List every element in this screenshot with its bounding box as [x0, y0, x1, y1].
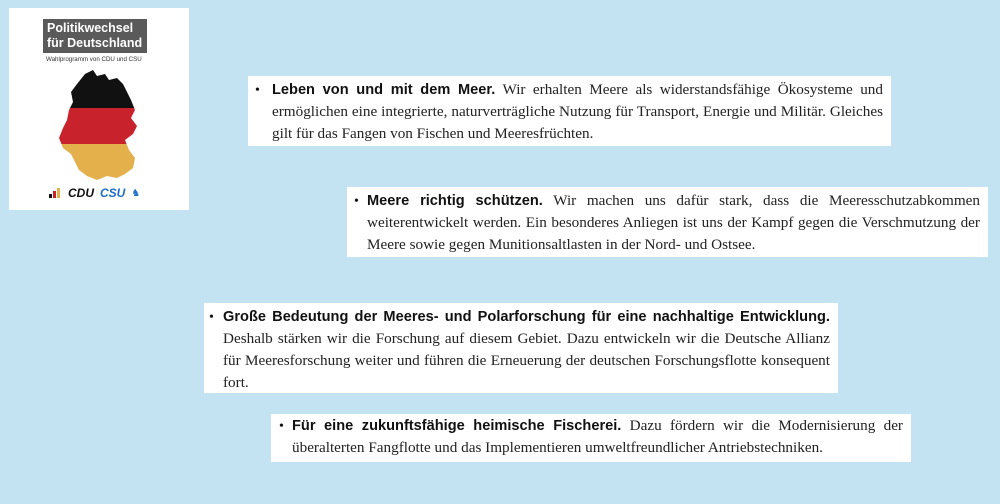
party-logos [49, 186, 140, 200]
bullet-box-fischerei [271, 414, 911, 462]
bullet-body: Dazu fördern wir die Modernisierung der überalterten Fangflotte und das Implementieren umweltfreundlicher Antriebstechniken. [292, 417, 903, 456]
bullet-box-forschung [204, 303, 838, 393]
germany-map-icon [57, 70, 143, 182]
bullet-heading: Für eine zukunftsfähige heimische Fischerei. [292, 418, 622, 434]
bullet-heading: Leben von und mit dem Meer. [272, 82, 496, 98]
bullet-heading: Meere richtig schützen. [367, 193, 543, 209]
bullet-text [367, 190, 980, 256]
logo-title [43, 19, 147, 53]
csu-lion-icon: ♞ [131, 187, 141, 199]
cdu-label: CDU [68, 186, 94, 200]
logo-title-line2: für Deutschland [47, 36, 143, 50]
csu-label: CSU [100, 186, 126, 200]
cdu-mark-icon [49, 188, 60, 198]
bullet-text [223, 306, 830, 394]
bullet-body: Deshalb stärken wir die Forschung auf diesem Gebiet. Dazu entwickeln wir die Deutsche Allianz für Meeresforschung weiter und führen die Erneuerung der deutschen Forschungsflotte konsequent fort. [223, 330, 830, 391]
bullet-box-meeresschutz [347, 187, 988, 257]
logo-title-line1: Politikwechsel [47, 21, 134, 35]
bullet-icon: • [279, 419, 284, 434]
party-logo [9, 8, 189, 210]
bullet-body: Wir erhalten Meere als widerstandsfähige Ökosysteme und ermöglichen eine integrierte, naturverträgliche Nutzung für Transport, Energie und Militär. Gleiches gilt für das Fangen von Fischen und Meeresfrüchten. [272, 81, 883, 142]
bullet-heading: Große Bedeutung der Meeres- und Polarforschung für eine nachhaltige Entwicklung. [223, 309, 830, 325]
bullet-icon: • [209, 310, 214, 325]
bullet-icon: • [255, 83, 260, 98]
bullet-icon: • [354, 194, 359, 209]
bullet-text [292, 415, 903, 459]
logo-subtitle: Wahlprogramm von CDU und CSU [46, 56, 142, 63]
bullet-text [272, 79, 883, 145]
bullet-body: Wir machen uns dafür stark, dass die Meeresschutzabkommen weiterentwickelt werden. Ein besonderes Anliegen ist uns der Kampf gegen die Verschmutzung der Meere sowie gegen Munitionsaltlasten in der Nord- und Ostsee. [367, 192, 980, 253]
bullet-box-meer [248, 76, 891, 146]
